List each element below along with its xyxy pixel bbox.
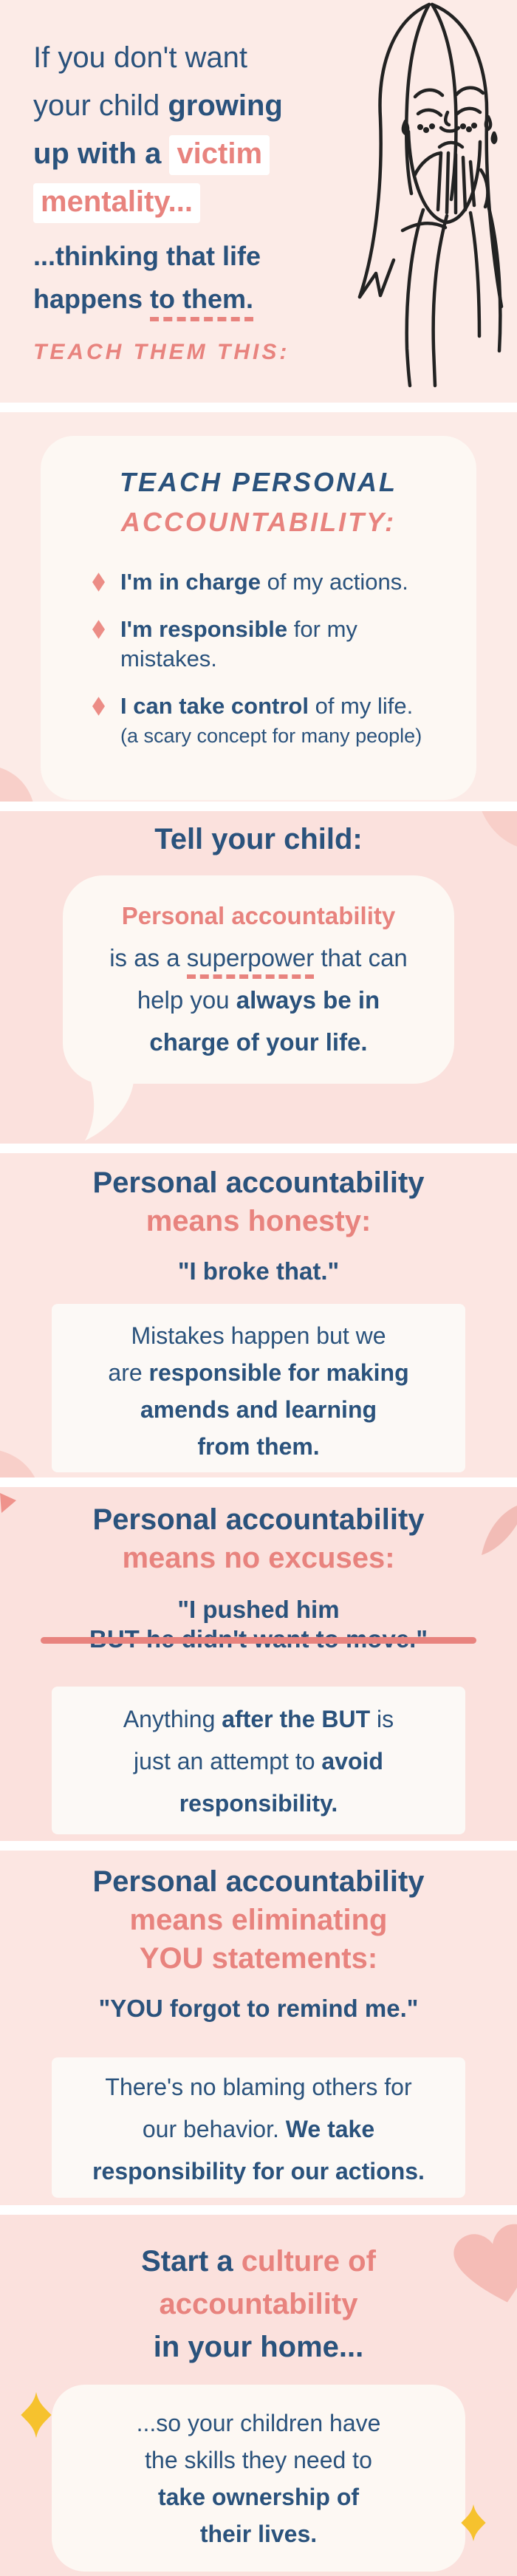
- section-you-statements: [0, 1851, 517, 2205]
- section-heading-line3: YOU statements:: [139, 1942, 378, 1975]
- box-line4: their lives.: [199, 2521, 318, 2547]
- box-line4: from them.: [197, 1433, 320, 1460]
- box-line3: amends and learning: [140, 1396, 377, 1423]
- intro-title-line3a: up with a: [33, 137, 170, 170]
- box-line1a: Anything: [123, 1706, 222, 1732]
- speech-bubble: [63, 875, 454, 1084]
- box-line1b: after the BUT: [222, 1706, 371, 1732]
- list-item: [120, 615, 476, 674]
- box-line2b: We take: [285, 2116, 375, 2142]
- pink-blob-decoration: [0, 759, 35, 802]
- box-line2b: avoid: [321, 1748, 383, 1774]
- section-tell-your-child: [0, 811, 517, 1144]
- section-heading-line2: means no excuses:: [122, 1542, 395, 1574]
- culture-heading-line1b: culture of: [241, 2245, 376, 2278]
- bullet-list: [41, 567, 476, 751]
- quote-rest: forgot to remind me.": [162, 1995, 419, 2022]
- explanation-box: [52, 1304, 465, 1472]
- box-line2a: just an attempt to: [134, 1748, 322, 1774]
- diamond-bullet-icon: [92, 696, 105, 717]
- section-no-excuses: [0, 1487, 517, 1841]
- example-quote-line1: "I pushed him: [177, 1596, 340, 1623]
- section-teach-card: [0, 412, 517, 802]
- underlined-superpower: superpower: [187, 944, 314, 979]
- quote-open: ": [98, 1995, 111, 2022]
- section-heading-line2: means eliminating: [129, 1904, 388, 1936]
- bubble-line1: Personal accountability: [121, 902, 396, 929]
- bubble-line3a: help you: [137, 986, 236, 1014]
- strikethrough-line: [41, 1637, 476, 1644]
- intro-sub-line2a: happens: [33, 284, 151, 314]
- culture-heading-line2: accountability: [159, 2288, 358, 2320]
- white-divider: [0, 1144, 517, 1153]
- bubble-line2a: is as a: [109, 944, 187, 971]
- white-divider: [0, 2205, 517, 2215]
- highlighted-word-mentality: mentality...: [33, 183, 200, 223]
- list-item: [120, 691, 476, 751]
- pink-wedge-decoration: [476, 811, 517, 850]
- box-line1: Mistakes happen but we: [131, 1322, 386, 1349]
- section-heading-line1: Personal accountability: [92, 1503, 425, 1536]
- culture-heading-line3: in your home...: [153, 2331, 364, 2363]
- bullet-rest-text: for my mistakes.: [120, 616, 357, 672]
- quote-you-bold: YOU: [110, 1995, 163, 2022]
- underlined-to-them: to them.: [150, 284, 253, 321]
- section-intro: [0, 0, 517, 403]
- highlighted-word-victim: victim: [169, 135, 270, 175]
- gold-sparkle-icon: [21, 2392, 52, 2438]
- explanation-box: [52, 1687, 465, 1834]
- accountability-card: [41, 436, 476, 800]
- intro-title: [0, 0, 517, 226]
- box-line2a: are: [108, 1359, 149, 1386]
- section-culture: [0, 2215, 517, 2576]
- culture-heading-line1a: Start a: [141, 2245, 242, 2278]
- card-title-line1: TEACH PERSONAL: [119, 467, 398, 497]
- bullet-note: (a scary concept for many people): [120, 725, 422, 747]
- speech-bubble-tail: [85, 1082, 145, 1142]
- intro-subtitle: [33, 235, 517, 321]
- explanation-box: [52, 2057, 465, 2198]
- diamond-bullet-icon: [92, 619, 105, 640]
- white-divider: [0, 403, 517, 412]
- white-divider: [0, 1841, 517, 1851]
- bubble-line3b: always be in: [236, 986, 380, 1014]
- box-line1: There's no blaming others for: [105, 2074, 412, 2100]
- example-quote: [0, 1994, 517, 2023]
- bullet-rest-text: of my life.: [308, 693, 414, 719]
- intro-sub-line1: ...thinking that life: [33, 241, 261, 271]
- white-divider: [0, 802, 517, 811]
- bubble-line4: charge of your life.: [149, 1028, 368, 1056]
- teach-them-this-label: TEACH THEM THIS:: [33, 340, 290, 364]
- section-means-honesty: [0, 1153, 517, 1477]
- intro-title-line2b: growing: [168, 89, 283, 122]
- box-line3: take ownership of: [157, 2484, 360, 2510]
- tell-your-child-heading: Tell your child:: [154, 823, 363, 855]
- bullet-bold-text: I can take control: [120, 693, 309, 719]
- example-quote: "I broke that.": [177, 1257, 340, 1285]
- intro-title-line2a: your child: [33, 89, 168, 122]
- section-heading-line1: Personal accountability: [92, 1865, 425, 1898]
- box-line3: responsibility.: [179, 1790, 338, 1817]
- diamond-bullet-icon: [92, 572, 105, 592]
- card-title: [41, 462, 476, 542]
- bubble-line2c: that can: [314, 944, 408, 971]
- box-line2: the skills they need to: [145, 2447, 372, 2473]
- pink-petal-decoration: [482, 1503, 517, 1564]
- box-line1: ...so your children have: [136, 2410, 381, 2436]
- bullet-rest-text: of my actions.: [260, 569, 408, 595]
- closing-box: [52, 2385, 465, 2572]
- box-line2b: responsible for making: [148, 1359, 409, 1386]
- section-heading-line1: Personal accountability: [92, 1166, 425, 1199]
- bullet-bold-text: I'm responsible: [120, 616, 288, 642]
- box-line3: responsibility for our actions.: [92, 2158, 425, 2184]
- gold-sparkle-icon: [461, 2504, 486, 2541]
- bullet-bold-text: I'm in charge: [120, 569, 261, 595]
- box-line2a: our behavior.: [142, 2116, 286, 2142]
- intro-title-line1: If you don't want: [33, 41, 248, 74]
- white-divider: [0, 1477, 517, 1487]
- pink-blob-decoration: [0, 1445, 41, 1477]
- coral-triangle-decoration: [0, 1493, 18, 1514]
- box-line1c: is: [370, 1706, 394, 1732]
- list-item: [120, 567, 476, 597]
- card-title-line2: ACCOUNTABILITY:: [120, 507, 397, 537]
- section-heading-line2: means honesty:: [145, 1205, 372, 1237]
- struck-quote-wrapper: [0, 1624, 517, 1654]
